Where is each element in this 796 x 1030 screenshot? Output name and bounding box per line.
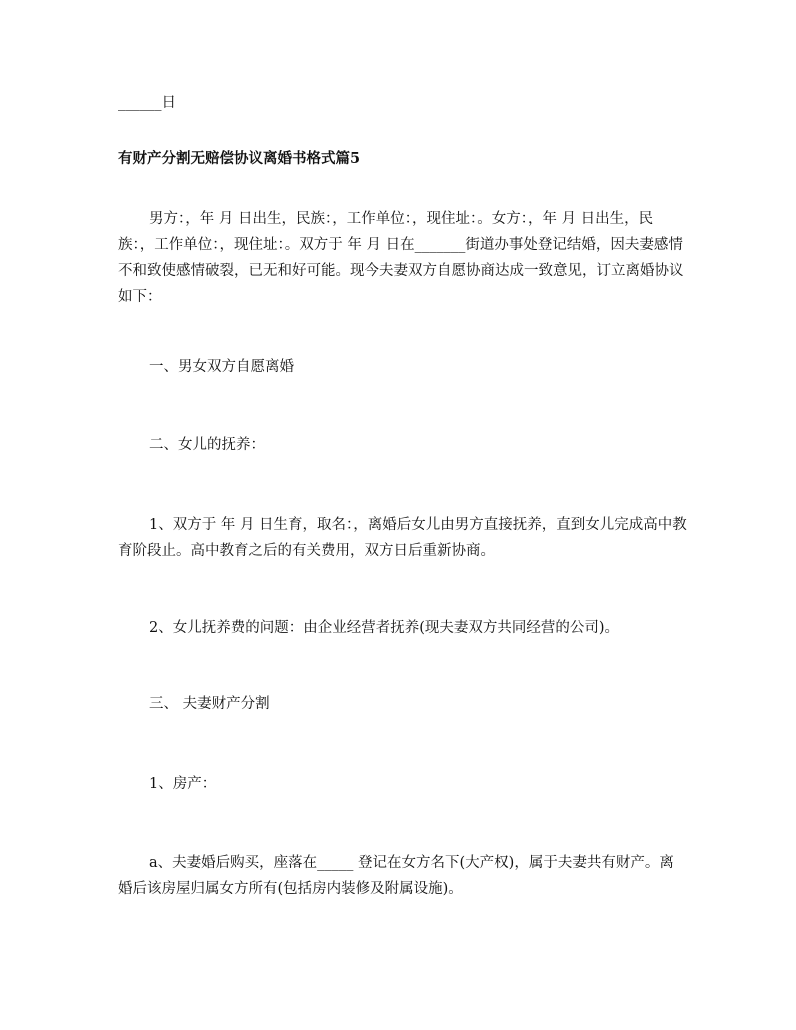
document-heading: 有财产分割无赔偿协议离婚书格式篇5 bbox=[118, 150, 361, 167]
section-1-heading: 一、男女双方自愿离婚 bbox=[149, 359, 294, 375]
section-2-item-1: 1、双方于 年 月 日生育，取名：，离婚后女儿由男方直接抚养，直到女儿完成高中教育阶段止。高中教育之后的有关费用，双方日后重新协商。 bbox=[118, 517, 687, 559]
section-3-item-1: 1、房产： bbox=[149, 776, 217, 792]
section-3-heading: 三、 夫妻财产分割 bbox=[149, 696, 270, 712]
section-2-item-2: 2、女儿抚养费的问题：由企业经营者抚养(现夫妻双方共同经营的公司)。 bbox=[149, 620, 620, 636]
section-2-heading: 二、女儿的抚养： bbox=[149, 437, 265, 453]
date-fragment: ______日 bbox=[118, 95, 176, 111]
intro-paragraph: 男方：，年 月 日出生，民族：，工作单位：，现住址：。女方：，年 月 日出生，民族：，工作单位：，现住址：。双方于 年 月 日在_______街道办事处登记结婚，因夫妻感情不和致使感情破裂，已无和好可能。现今夫妻双方自愿协商达成一致意见，订立离婚协议如下： bbox=[118, 211, 684, 305]
section-3-item-1a: a、夫妻婚后购买，座落在_____ 登记在女方名下(大产权)，属于夫妻共有财产。离婚后该房屋归属女方所有(包括房内装修及附属设施)。 bbox=[118, 855, 674, 897]
